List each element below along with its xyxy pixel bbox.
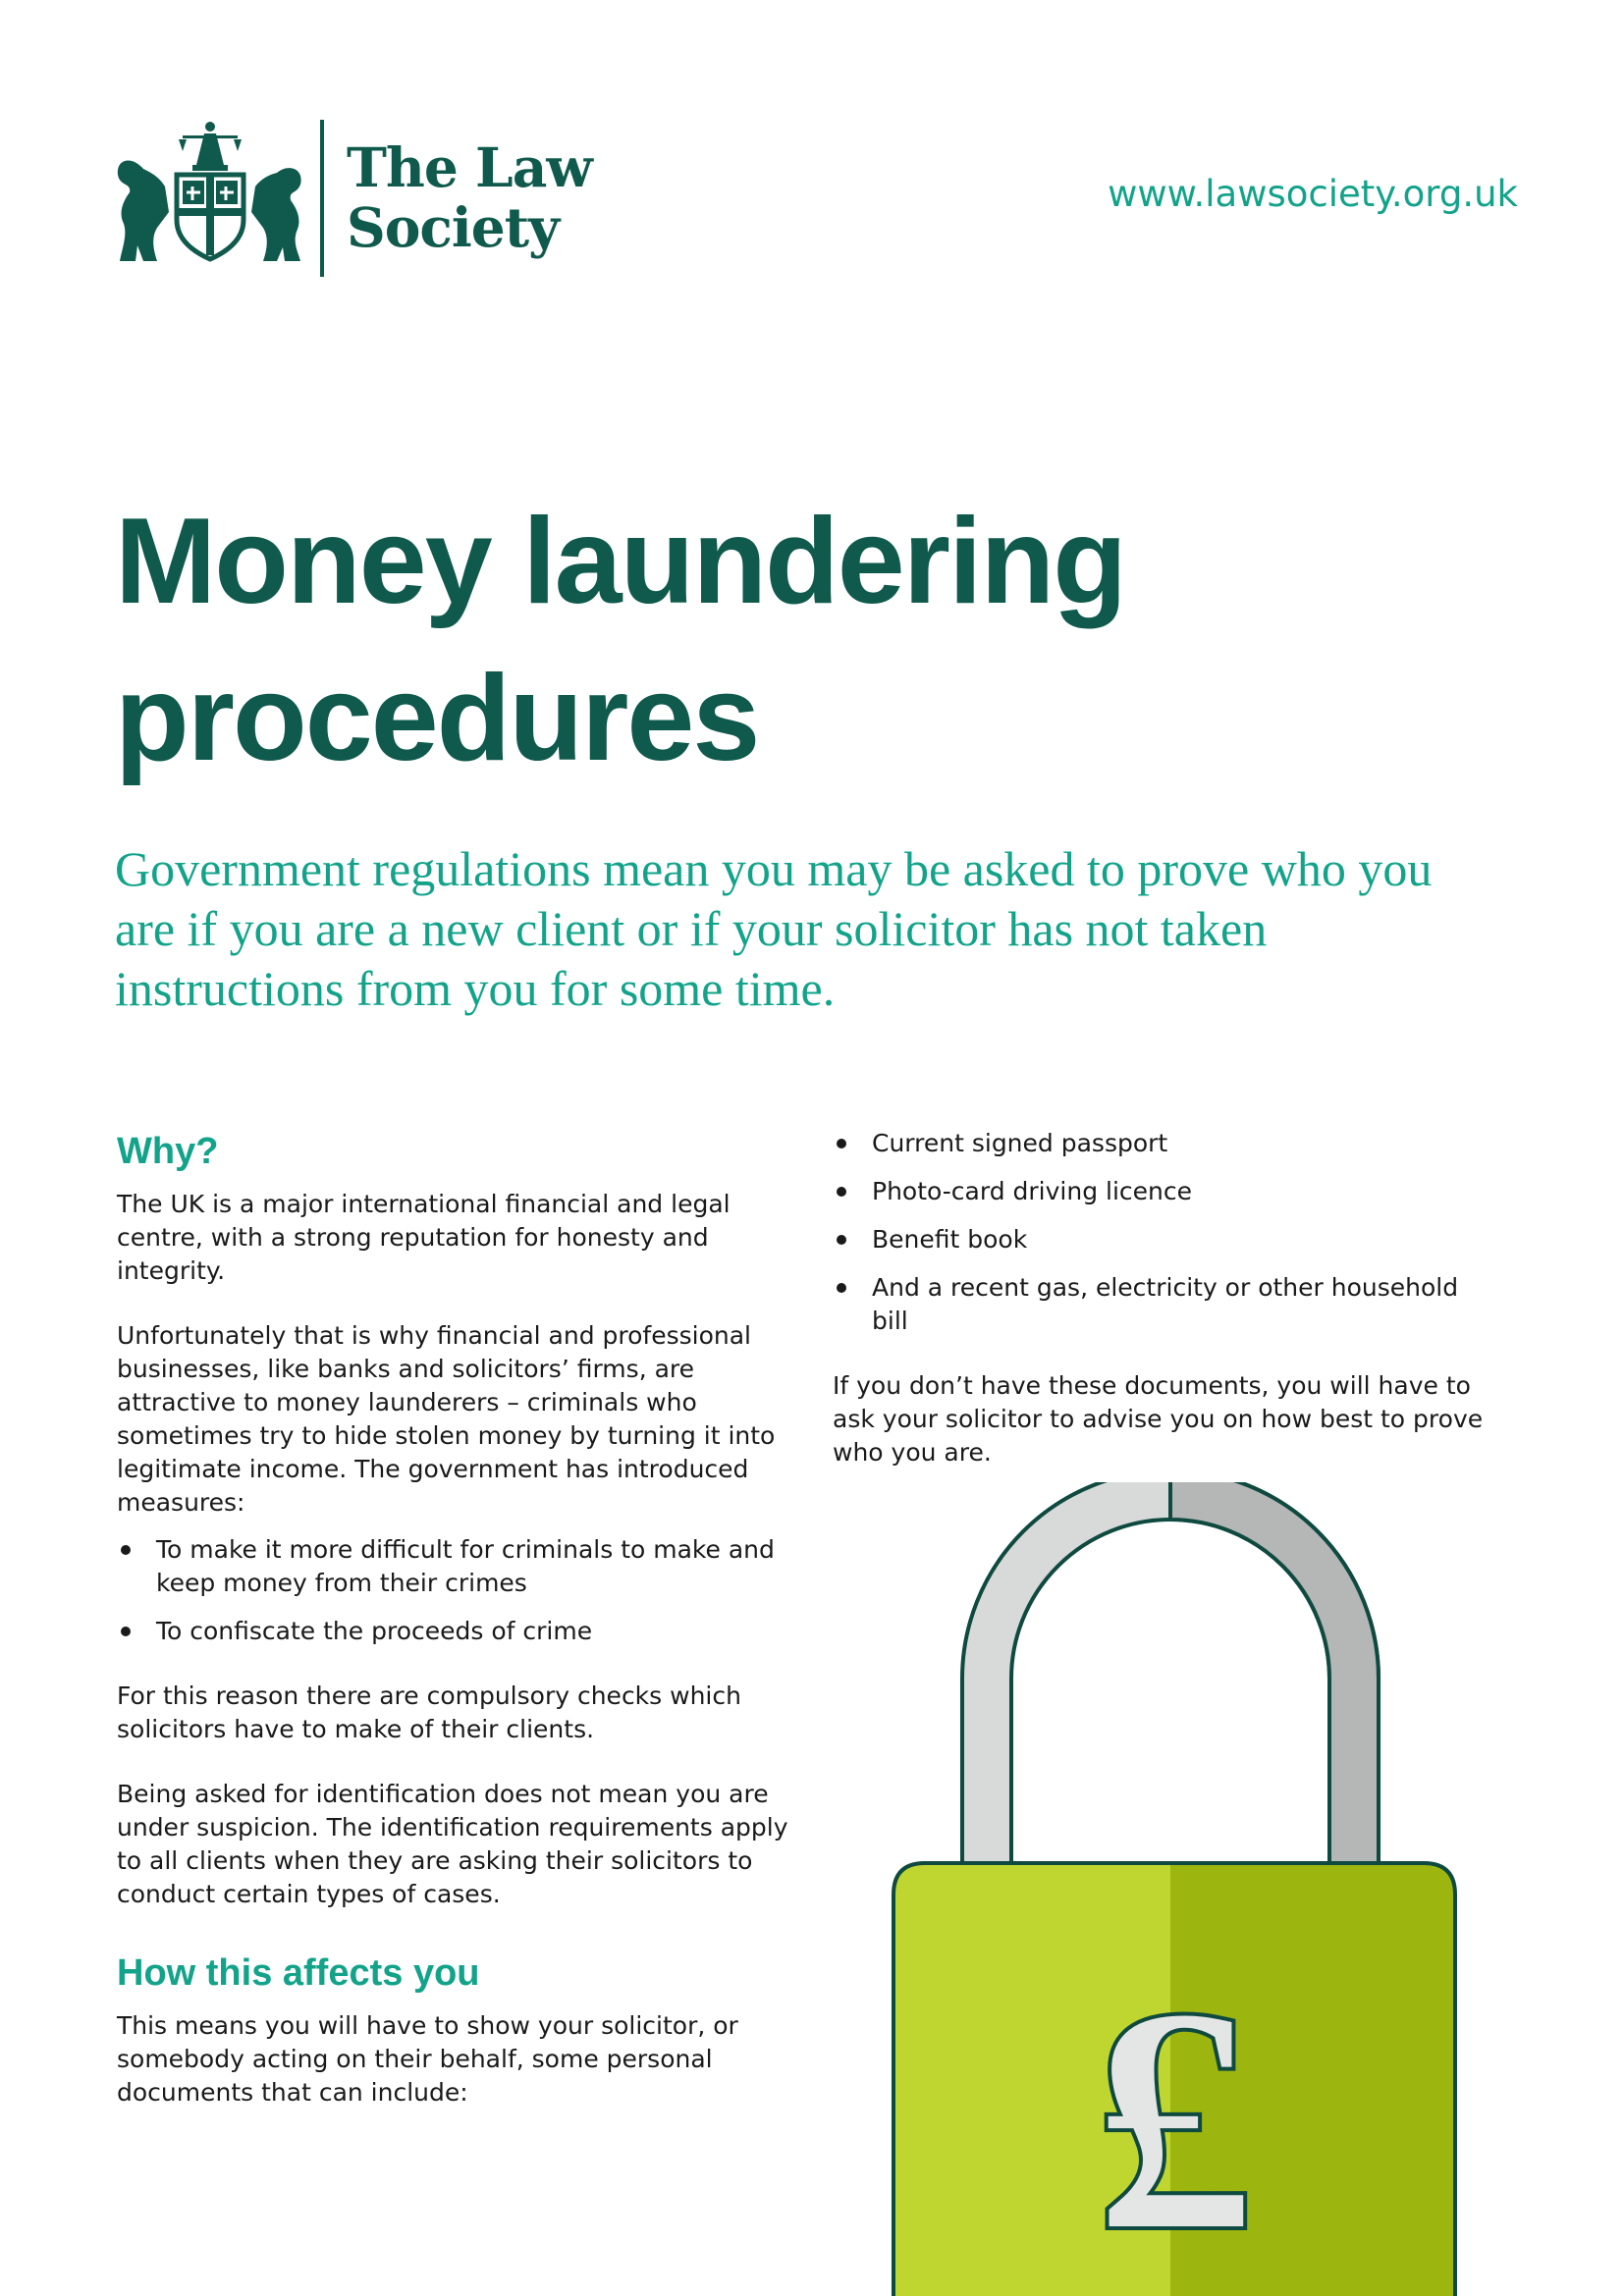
list-item: Current signed passport [833,1127,1500,1160]
logo-divider [320,120,324,277]
why-paragraph-4: Being asked for identification does not mean you are under suspicion. The identification requirements apply to all clients when they are asking their solicitors to conduct certain types of cases. [117,1780,788,1908]
page-title-line-1: Money laundering [115,494,1125,629]
law-society-crest-logo [114,118,306,265]
left-column [117,1129,804,2141]
why-paragraph-2: Unfortunately that is why financial and professional businesses, like banks and solicitors’ firms, are attractive to money launderers – criminals who sometimes try to hide stolen money by turning it into legitimate income. The government has introduced measures: [117,1321,776,1517]
documents-list [833,1127,1500,1338]
brand-line-1: The Law [347,135,592,199]
intro-statement: Government regulations mean you may be asked to prove who you are if you are a new client or if your solicitor has not taken instructions from you for some time. [115,841,1433,1016]
page-title-line-2: procedures [115,651,759,786]
page-title [115,483,1125,797]
right-column [833,1129,1500,1501]
list-item: Photo-card driving licence [833,1175,1500,1208]
list-item: And a recent gas, electricity or other household bill [833,1271,1500,1338]
documents-note: If you don’t have these documents, you will have to ask your solicitor to advise you on how best to prove who you are. [833,1371,1484,1467]
why-paragraph-3: For this reason there are compulsory checks which solicitors have to make of their clients. [117,1682,741,1743]
affects-heading: How this affects you [117,1952,480,1994]
brand-wordmark [347,137,592,257]
measures-list [117,1533,804,1648]
why-heading: Why? [117,1131,219,1172]
why-paragraph-1: The UK is a major international financial and legal centre, with a strong reputation for honesty and integrity. [117,1190,731,1285]
list-item: To make it more difficult for criminals to make and keep money from their crimes [117,1533,804,1600]
brand-line-2: Society [347,195,560,259]
pound-symbol: £ [1093,1941,1256,2296]
padlock-pound-icon [884,1482,1473,2296]
list-item: To confiscate the proceeds of crime [117,1615,804,1648]
website-link[interactable]: www.lawsociety.org.uk [1108,173,1518,215]
affects-paragraph: This means you will have to show your solicitor, or somebody acting on their behalf, some personal documents that can include: [117,2011,738,2107]
list-item: Benefit book [833,1223,1500,1256]
